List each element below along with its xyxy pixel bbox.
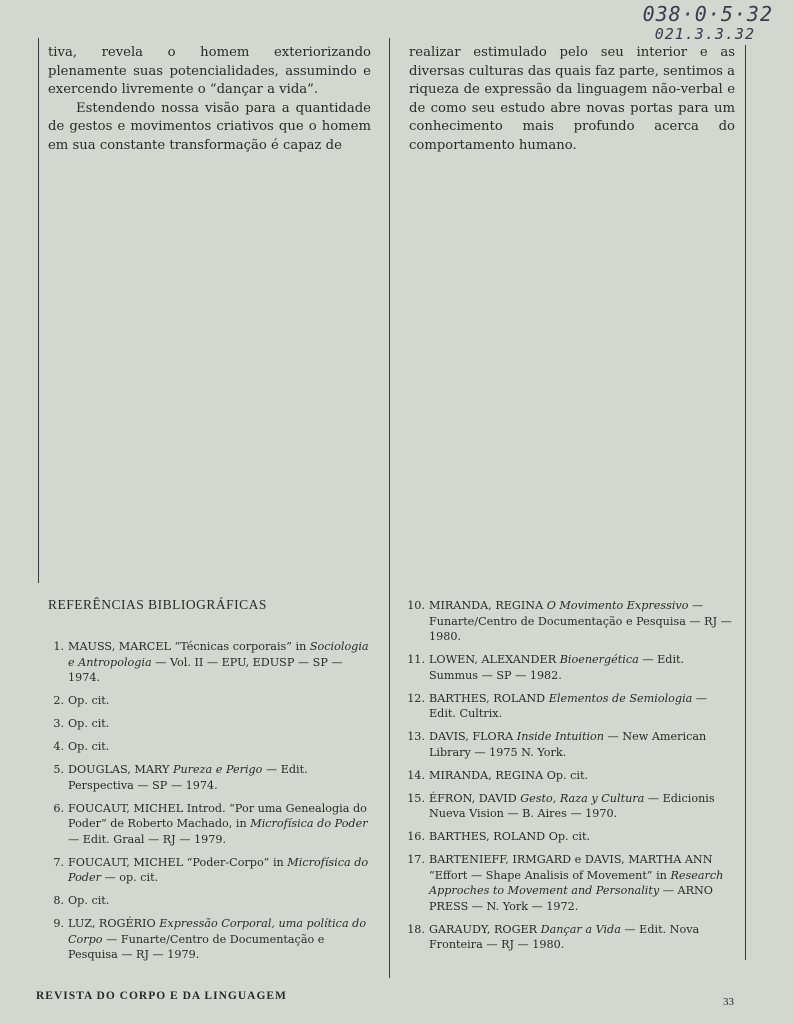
reference-entry bbox=[409, 829, 733, 845]
reference-work-title: Gesto, Raza y Cultura bbox=[520, 791, 645, 805]
reference-work-title: Microfísica do Poder bbox=[68, 855, 369, 884]
reference-entry bbox=[409, 791, 733, 822]
reference-number: 15 . bbox=[399, 791, 425, 807]
reference-entry bbox=[48, 639, 370, 686]
reference-work-title: Inside Intuition bbox=[516, 730, 604, 743]
handwritten-catalog-number bbox=[643, 4, 773, 44]
page-number: 33 bbox=[723, 996, 734, 1008]
reference-text: Op. cit. bbox=[68, 694, 110, 707]
reference-text: ÉFRON, DAVID bbox=[429, 791, 521, 805]
reference-number: 9 . bbox=[42, 916, 64, 932]
reference-text: LOWEN, ALEXANDER bbox=[429, 653, 560, 666]
reference-text: DOUGLAS, MARY bbox=[68, 763, 173, 776]
reference-text: MAUSS, MARCEL “Técnicas corporais” in bbox=[68, 640, 310, 653]
reference-number: 13 . bbox=[399, 729, 425, 745]
reference-entry bbox=[48, 855, 370, 886]
reference-text: — Vol. II — EPU, EDUSP — SP — 1974. bbox=[68, 655, 343, 684]
right-column-rule bbox=[745, 45, 746, 960]
reference-number: 6 . bbox=[42, 801, 64, 817]
reference-text: BARTHES, ROLAND Op. cit. bbox=[429, 830, 591, 843]
reference-text: GARAUDY, ROGER bbox=[429, 922, 541, 936]
reference-work-title: Dançar a Vida bbox=[540, 922, 621, 936]
reference-number: 14 . bbox=[399, 768, 425, 784]
references-list-left bbox=[48, 639, 370, 970]
reference-work-title: Bioenergética bbox=[559, 653, 639, 666]
handwritten-line-1: 038·0·5·32 bbox=[642, 2, 773, 26]
handwritten-line-2: 021.3.3.32 bbox=[654, 25, 755, 43]
reference-entry bbox=[409, 691, 733, 722]
reference-entry bbox=[409, 768, 733, 784]
reference-number: 2 . bbox=[42, 693, 64, 709]
reference-text: BARTHES, ROLAND bbox=[429, 691, 549, 705]
reference-text: — Edicionis Nueva Vision — B. Aires — 1970. bbox=[429, 791, 715, 820]
reference-text: Op. cit. bbox=[68, 894, 110, 907]
reference-entry bbox=[48, 693, 370, 709]
reference-work-title: Expressão Corporal, uma política do Corpo bbox=[68, 917, 367, 946]
reference-work-title: Elementos de Semiologia bbox=[548, 691, 693, 705]
reference-text: — Edit. Perspectiva — SP — 1974. bbox=[68, 763, 308, 792]
reference-text: Op. cit. bbox=[68, 740, 110, 753]
reference-text: — Funarte/Centro de Documentação e Pesquisa — RJ — 1980. bbox=[429, 599, 732, 643]
left-column-rule bbox=[38, 38, 39, 583]
reference-number: 4 . bbox=[42, 739, 64, 755]
reference-work-title: Sociologia e Antropologia bbox=[68, 640, 369, 669]
reference-number: 5 . bbox=[42, 762, 64, 778]
left-body-column bbox=[48, 44, 371, 156]
references-list-right bbox=[409, 598, 733, 960]
reference-number: 17 . bbox=[399, 852, 425, 868]
reference-entry bbox=[48, 716, 370, 732]
reference-text: MIRANDA, REGINA bbox=[429, 599, 547, 612]
reference-number: 8 . bbox=[42, 893, 64, 909]
reference-number: 7 . bbox=[42, 855, 64, 871]
reference-work-title: O Movimento Expressivo bbox=[546, 599, 689, 612]
reference-text: LUZ, ROGÉRIO bbox=[68, 917, 160, 930]
reference-text: — Edit. Nova Fronteira — RJ — 1980. bbox=[429, 922, 700, 951]
reference-number: 12 . bbox=[399, 691, 425, 707]
references-heading: REFERÊNCIAS BIBLIOGRÁFICAS bbox=[48, 597, 267, 612]
reference-text: FOUCAUT, MICHEL Introd. “Por uma Genealogia do Poder” de Roberto Machado, in bbox=[68, 801, 367, 830]
reference-text: Op. cit. bbox=[68, 717, 110, 730]
reference-work-title: Pureza e Perigo bbox=[172, 763, 263, 776]
reference-number: 3 . bbox=[42, 716, 64, 732]
reference-entry bbox=[409, 652, 733, 683]
reference-text: — New American Library — 1975 N. York. bbox=[429, 730, 707, 759]
body-paragraph: Estendendo nossa visão para a quantidade de gestos e movimentos criativos que o homem em sua constante transformação é capaz de bbox=[48, 100, 371, 153]
reference-text: MIRANDA, REGINA Op. cit. bbox=[429, 768, 589, 782]
reference-entry bbox=[48, 762, 370, 793]
reference-work-title: Research Approches to Movement and Personality bbox=[429, 868, 724, 897]
center-column-rule bbox=[389, 38, 390, 978]
reference-entry bbox=[48, 801, 370, 848]
reference-text: DAVIS, FLORA bbox=[429, 730, 517, 743]
reference-entry bbox=[409, 852, 733, 914]
reference-number: 1 . bbox=[42, 639, 64, 655]
reference-text: — ARNO PRESS — N. York — 1972. bbox=[429, 884, 713, 913]
body-paragraph: realizar estimulado pelo seu interior e as diversas culturas das quais faz parte, sentimos a riqueza de expressão da linguagem não-verbal e de como seu estudo abre novas portas para um conhecimento mais profundo acerca do comportamento humano. bbox=[409, 45, 735, 153]
reference-text: — Funarte/Centro de Documentação e Pesquisa — RJ — 1979. bbox=[68, 932, 325, 961]
reference-text: — Edit. Summus — SP — 1982. bbox=[429, 653, 685, 682]
right-body-column bbox=[409, 44, 735, 156]
reference-entry bbox=[409, 922, 733, 953]
reference-number: 10 . bbox=[399, 598, 425, 614]
reference-entry bbox=[409, 729, 733, 760]
reference-text: — Edit. Cultrix. bbox=[429, 691, 708, 720]
journal-name-footer: REVISTA DO CORPO E DA LINGUAGEM bbox=[36, 990, 287, 1002]
reference-entry bbox=[409, 598, 733, 645]
reference-work-title: Microfísica do Poder bbox=[250, 817, 368, 830]
reference-text: — op. cit. bbox=[100, 871, 159, 884]
body-paragraph: tiva, revela o homem exteriorizando plenamente suas potencialidades, assumindo e exercendo livremente o “dançar a vida”. bbox=[48, 45, 371, 98]
reference-entry bbox=[48, 916, 370, 963]
reference-text: BARTENIEFF, IRMGARD e DAVIS, MARTHA ANN “Effort — Shape Analisis of Movement” in bbox=[429, 853, 713, 882]
reference-number: 18 . bbox=[399, 922, 425, 938]
reference-number: 16 . bbox=[399, 829, 425, 845]
reference-entry bbox=[48, 739, 370, 755]
reference-text: FOUCAUT, MICHEL “Poder-Corpo” in bbox=[68, 855, 288, 869]
reference-entry bbox=[48, 893, 370, 909]
reference-number: 11 . bbox=[399, 652, 425, 668]
reference-text: — Edit. Graal — RJ — 1979. bbox=[68, 832, 226, 846]
